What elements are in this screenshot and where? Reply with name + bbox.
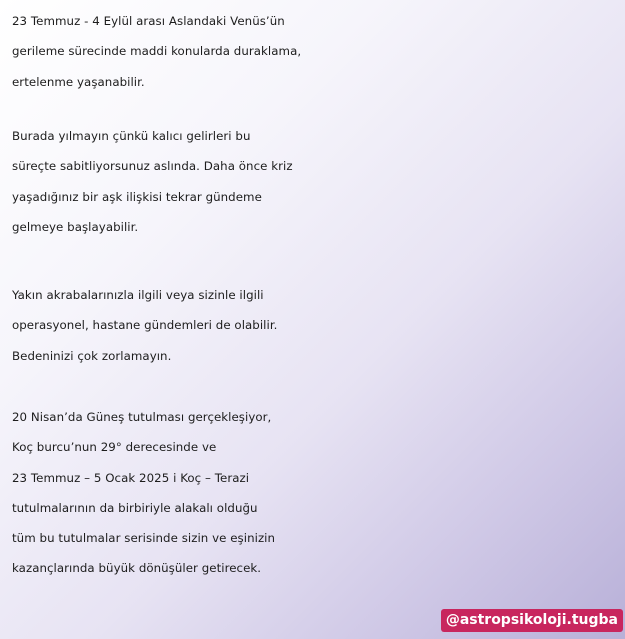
text-line: süreçte sabitliyorsunuz aslında. Daha önce kriz: [12, 159, 293, 174]
text-line: 20 Nisan’da Güneş tutulması gerçekleşiyor,: [12, 410, 272, 424]
text-line: gelmeye başlayabilir.: [12, 219, 139, 234]
text-line: operasyonel, hastane gündemleri de olabilir.: [12, 318, 278, 333]
text-line: gerileme sürecinde maddi konularda duraklama,: [12, 44, 302, 59]
watermark-handle: @astropsikoloji.tugba: [441, 609, 623, 632]
text-line: 23 Temmuz - 4 Eylül arası Aslandaki Venüs’ün: [12, 14, 285, 28]
text-line: Yakın akrabalarınızla ilgili veya sizinle ilgili: [12, 288, 264, 302]
text-line: kazançlarında büyük dönüşüler getirecek.: [12, 561, 262, 576]
text-line: tüm bu tutulmalar serisinde sizin ve eşinizin: [12, 531, 276, 546]
text-line: Koç burcu’nun 29° derecesinde ve: [12, 440, 217, 455]
text-line: 23 Temmuz – 5 Ocak 2025 i Koç – Terazi: [12, 470, 250, 485]
text-line: ertelenme yaşanabilir.: [12, 74, 145, 89]
text-line: Bedeninizi çok zorlamayın.: [12, 348, 172, 363]
text-line: Burada yılmayın çünkü kalıcı gelirleri bu: [12, 129, 251, 143]
text-line: yaşadığınız bir aşk ilişkisi tekrar gündeme: [12, 189, 262, 204]
paragraph-relatives-health: [12, 280, 617, 371]
text-line: tutulmalarının da birbiriyle alakalı olduğu: [12, 500, 258, 515]
paragraph-income-love: [12, 121, 617, 242]
paragraph-venus-retrograde: [12, 6, 617, 97]
paragraph-solar-eclipse: [12, 402, 617, 584]
